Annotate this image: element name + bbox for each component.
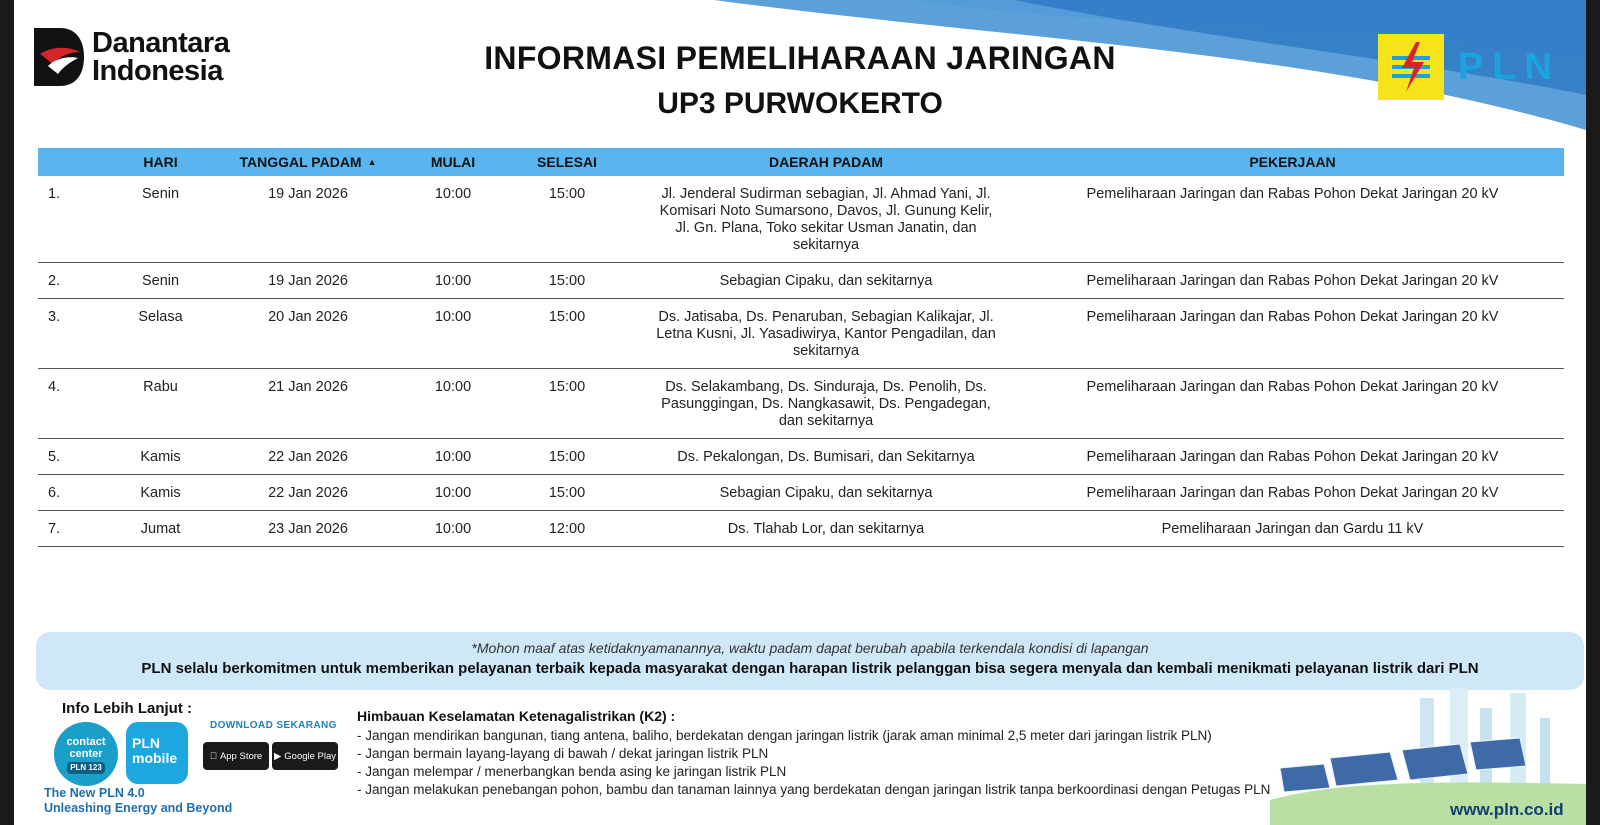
cell-no: 5. <box>38 439 108 475</box>
col-pekerjaan-header[interactable]: PEKERJAAN <box>1021 148 1564 176</box>
cell-no: 4. <box>38 369 108 439</box>
website-link[interactable]: www.pln.co.id <box>1450 800 1564 819</box>
cell-tanggal: 20 Jan 2026 <box>213 299 403 369</box>
safety-item: - Jangan melempar / menerbangkan benda asing ke jaringan listrik PLN <box>357 764 787 779</box>
cell-tanggal: 22 Jan 2026 <box>213 475 403 511</box>
cell-tanggal: 19 Jan 2026 <box>213 263 403 299</box>
cell-mulai: 10:00 <box>403 369 503 439</box>
cell-hari: Kamis <box>108 439 213 475</box>
maintenance-table <box>38 148 1564 547</box>
cell-daerah: Ds. Jatisaba, Ds. Penaruban, Sebagian Kalikajar, Jl. Letna Kusni, Jl. Yasadiwirya, Kantor Pengadilan, dan sekitarnya <box>631 299 1021 369</box>
cell-no: 6. <box>38 475 108 511</box>
pln-mobile-line1: PLN <box>132 735 160 751</box>
cell-daerah: Ds. Pekalongan, Ds. Bumisari, dan Sekitarnya <box>631 439 1021 475</box>
cell-selesai: 15:00 <box>503 176 631 263</box>
safety-item: - Jangan melakukan penebangan pohon, bambu dan tanaman lainnya yang berdekatan dengan jaringan listrik tanpa berkoordinasi dengan Petugas PLN <box>357 782 1271 797</box>
play-store-icon: ▶ <box>273 750 282 762</box>
danantara-logo-icon <box>34 28 84 86</box>
cell-pekerjaan: Pemeliharaan Jaringan dan Rabas Pohon Dekat Jaringan 20 kV <box>1021 263 1564 299</box>
cell-pekerjaan: Pemeliharaan Jaringan dan Gardu 11 kV <box>1021 511 1564 547</box>
cell-tanggal: 21 Jan 2026 <box>213 369 403 439</box>
safety-notice <box>357 707 1270 799</box>
danantara-line1: Danantara <box>92 27 230 59</box>
pln-logo-icon <box>1378 34 1444 100</box>
pln-mobile-line2: mobile <box>132 750 178 766</box>
notice-commitment: PLN selalu berkomitmen untuk memberikan pelayanan terbaik kepada masyarakat dengan harapan listrik pelanggan bisa segera menyala dan kembali menikmati pelayanan listrik dari PLN <box>141 660 1479 677</box>
cell-hari: Senin <box>108 176 213 263</box>
cell-daerah: Ds. Selakambang, Ds. Sinduraja, Ds. Penolih, Ds. Pasunggingan, Ds. Nangkasawit, Ds. Pengadegan, dan sekitarnya <box>631 369 1021 439</box>
cell-no: 7. <box>38 511 108 547</box>
contact-center-badge: PLN 123 <box>67 762 105 774</box>
table-row <box>38 263 1564 299</box>
google-play-button[interactable] <box>272 742 338 770</box>
cell-mulai: 10:00 <box>403 299 503 369</box>
apple-icon <box>210 751 217 762</box>
table-body <box>38 176 1564 547</box>
safety-item: - Jangan bermain layang-layang di bawah / dekat jaringan listrik PLN <box>357 746 769 761</box>
cell-no: 3. <box>38 299 108 369</box>
table-row <box>38 511 1564 547</box>
table-header-row <box>38 148 1564 176</box>
sort-asc-icon[interactable]: ▲ <box>367 157 377 167</box>
col-tanggal-header[interactable] <box>213 148 403 176</box>
cell-pekerjaan: Pemeliharaan Jaringan dan Rabas Pohon Dekat Jaringan 20 kV <box>1021 439 1564 475</box>
app-store-button[interactable] <box>203 742 269 770</box>
pln-mobile-icon[interactable] <box>126 722 188 784</box>
tagline-line2: Unleashing Energy and Beyond <box>44 801 233 815</box>
table-row <box>38 299 1564 369</box>
cell-daerah: Sebagian Cipaku, dan sekitarnya <box>631 475 1021 511</box>
table-row <box>38 176 1564 263</box>
cell-pekerjaan: Pemeliharaan Jaringan dan Rabas Pohon Dekat Jaringan 20 kV <box>1021 369 1564 439</box>
cell-hari: Rabu <box>108 369 213 439</box>
notice-bar <box>36 632 1584 690</box>
cell-tanggal: 19 Jan 2026 <box>213 176 403 263</box>
cell-selesai: 15:00 <box>503 439 631 475</box>
table-row <box>38 369 1564 439</box>
pln-wordmark: PLN <box>1458 45 1561 88</box>
col-no-header <box>38 148 108 176</box>
tagline-line1: The New PLN 4.0 <box>44 786 145 800</box>
contact-center-line2: center <box>69 748 103 760</box>
cell-daerah: Jl. Jenderal Sudirman sebagian, Jl. Ahmad Yani, Jl. Komisari Noto Sumarsono, Davos, Jl. Gunung Kelir, Jl. Gn. Plana, Toko sekitar Usman Janatin, dan sekitarnya <box>631 176 1021 263</box>
cell-pekerjaan: Pemeliharaan Jaringan dan Rabas Pohon Dekat Jaringan 20 kV <box>1021 299 1564 369</box>
cell-pekerjaan: Pemeliharaan Jaringan dan Rabas Pohon Dekat Jaringan 20 kV <box>1021 475 1564 511</box>
cell-tanggal: 22 Jan 2026 <box>213 439 403 475</box>
cell-selesai: 15:00 <box>503 263 631 299</box>
cell-mulai: 10:00 <box>403 439 503 475</box>
cell-selesai: 15:00 <box>503 299 631 369</box>
title-block <box>400 40 1200 121</box>
cell-pekerjaan: Pemeliharaan Jaringan dan Rabas Pohon Dekat Jaringan 20 kV <box>1021 176 1564 263</box>
app-store-label: App Store <box>216 750 259 762</box>
contact-center-line1: contact <box>66 736 106 748</box>
pln-logo <box>1378 34 1561 100</box>
cell-mulai: 10:00 <box>403 176 503 263</box>
page-title: INFORMASI PEMELIHARAAN JARINGAN <box>484 40 1116 76</box>
cell-selesai: 12:00 <box>503 511 631 547</box>
cell-hari: Senin <box>108 263 213 299</box>
cell-no: 2. <box>38 263 108 299</box>
cell-no: 1. <box>38 176 108 263</box>
cell-selesai: 15:00 <box>503 369 631 439</box>
cell-daerah: Ds. Tlahab Lor, dan sekitarnya <box>631 511 1021 547</box>
right-edge <box>1586 0 1600 825</box>
contact-center-icon[interactable] <box>54 722 118 786</box>
danantara-logo <box>34 28 229 86</box>
cell-daerah: Sebagian Cipaku, dan sekitarnya <box>631 263 1021 299</box>
left-edge <box>0 0 14 825</box>
google-play-label: Google Play <box>284 750 337 762</box>
danantara-line2: Indonesia <box>92 55 223 87</box>
cell-mulai: 10:00 <box>403 511 503 547</box>
cell-selesai: 15:00 <box>503 475 631 511</box>
cell-hari: Kamis <box>108 475 213 511</box>
cell-hari: Jumat <box>108 511 213 547</box>
cell-tanggal: 23 Jan 2026 <box>213 511 403 547</box>
cell-mulai: 10:00 <box>403 475 503 511</box>
tagline <box>44 786 232 816</box>
info-title: Info Lebih Lanjut : <box>62 700 192 717</box>
col-hari-header[interactable]: HARI <box>108 148 213 176</box>
cell-mulai: 10:00 <box>403 263 503 299</box>
safety-item: - Jangan mendirikan bangunan, tiang antena, baliho, berdekatan dengan jaringan listrik (jarak aman minimal 2,5 meter dari jaringan listrik PLN) <box>357 728 1212 743</box>
col-mulai-header[interactable]: MULAI <box>403 148 503 176</box>
table-row <box>38 439 1564 475</box>
safety-title: Himbauan Keselamatan Ketenagalistrikan (K2) : <box>357 708 676 724</box>
cell-hari: Selasa <box>108 299 213 369</box>
col-daerah-header[interactable]: DAERAH PADAM <box>631 148 1021 176</box>
page-subtitle: UP3 PURWOKERTO <box>657 87 943 120</box>
col-selesai-header[interactable]: SELESAI <box>503 148 631 176</box>
table-row <box>38 475 1564 511</box>
col-tanggal-label: TANGGAL PADAM <box>239 154 362 170</box>
download-title: DOWNLOAD SEKARANG <box>210 720 337 731</box>
notice-apology: *Mohon maaf atas ketidaknyamanannya, waktu padam dapat berubah apabila terkendala kondisi di lapangan <box>471 640 1149 656</box>
